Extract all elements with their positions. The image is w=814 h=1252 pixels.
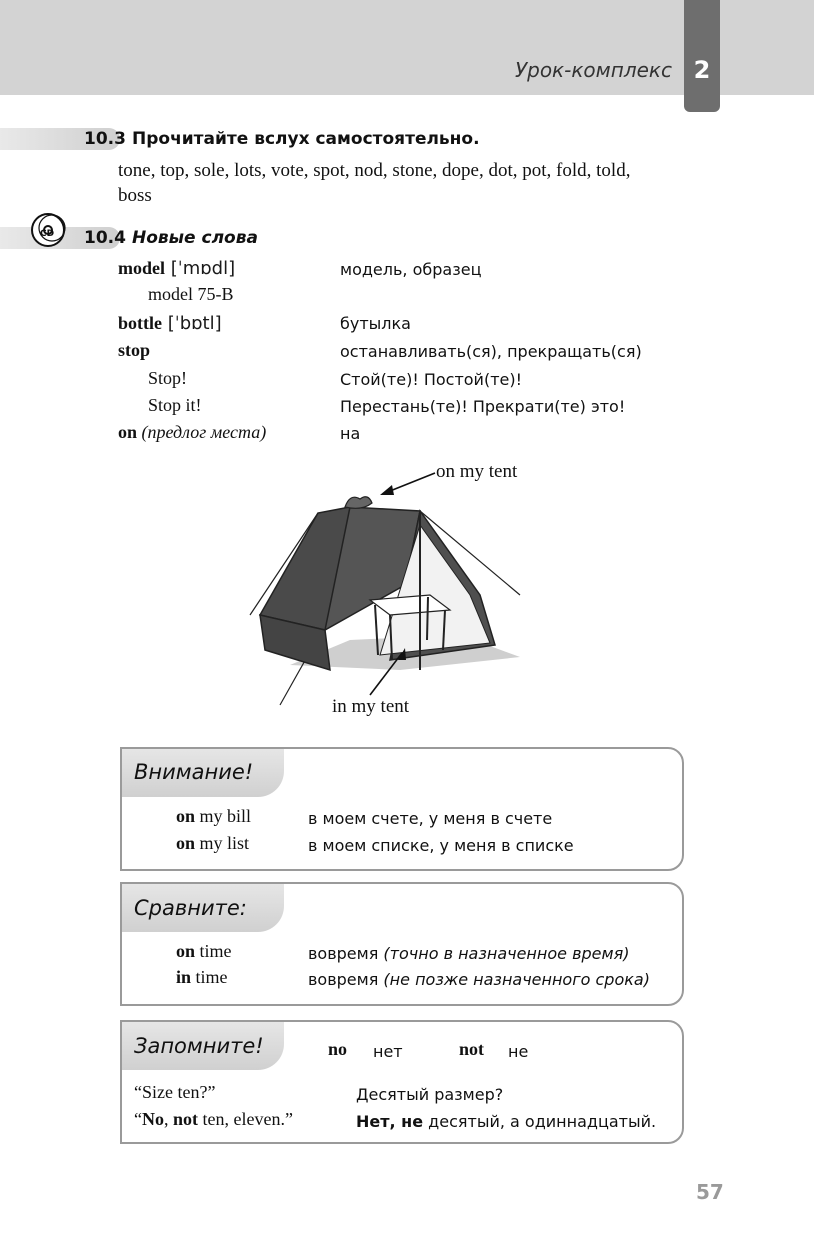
section-number-10-4: 10.4 — [84, 228, 126, 248]
attention-row — [176, 833, 249, 854]
bold-word: on — [176, 941, 196, 961]
phrase-rest: my list — [195, 833, 250, 853]
dialog-question: “Size ten?” — [134, 1082, 216, 1102]
answer-ru-bold: Нет, не — [356, 1112, 424, 1131]
bold-no: No — [142, 1109, 164, 1129]
exercise-words-line-1: tone, top, sole, lots, vote, spot, nod, stone, dope, dot, pot, fold, told, — [118, 160, 631, 181]
vocab-example: model 75-B — [148, 284, 234, 304]
chapter-title: Урок-комплекс — [514, 58, 672, 82]
vocab-row-model — [118, 258, 235, 279]
vocab-translation: на — [340, 424, 361, 443]
bold-word: in — [176, 967, 192, 987]
remember-title: Запомните! — [134, 1034, 264, 1058]
attention-title: Внимание! — [134, 760, 254, 784]
phrase-rest: time — [191, 967, 228, 987]
chapter-number: 2 — [693, 56, 711, 84]
vocab-row-bottle — [118, 313, 222, 334]
compare-row — [176, 967, 228, 988]
answer-rest: ten, eleven.” — [198, 1109, 293, 1129]
section-number-10-3: 10.3 — [84, 129, 126, 149]
translation-note: (не позже назначенного срока) — [378, 970, 650, 989]
label-in-my-tent: in my tent — [332, 696, 410, 717]
vocab-translation: бутылка — [340, 314, 411, 333]
quote-open: “ — [134, 1109, 142, 1129]
cd-disc-icon — [30, 212, 70, 248]
label-on-my-tent: on my tent — [436, 461, 518, 482]
answer-ru-rest: десятый, а одиннадцатый. — [423, 1112, 657, 1131]
bold-word: on — [176, 833, 196, 853]
translation-main: вовремя — [308, 970, 379, 989]
svg-text:CD: CD — [40, 229, 55, 239]
bold-not: not — [173, 1109, 199, 1129]
dialog-question-ru: Десятый размер? — [356, 1085, 504, 1104]
compare-translation — [308, 970, 650, 989]
dialog-answer — [134, 1109, 293, 1130]
phrase-rest: my bill — [195, 806, 252, 826]
comma: , — [164, 1109, 173, 1129]
remember-word-not-ru: не — [508, 1042, 529, 1061]
page-number: 57 — [696, 1180, 724, 1204]
vocab-row-on — [118, 422, 266, 443]
compare-translation — [308, 944, 629, 963]
remember-word-no-ru: нет — [373, 1042, 403, 1061]
compare-title: Сравните: — [134, 896, 247, 920]
vocab-word: stop — [118, 340, 151, 360]
dialog-answer-ru — [356, 1112, 656, 1131]
phrase-rest: time — [195, 941, 232, 961]
translation-note: (точно в назначенное время) — [378, 944, 630, 963]
vocab-word: bottle — [118, 313, 162, 333]
vocab-translation: останавливать(ся), прекращать(ся) — [340, 342, 642, 361]
attention-translation: в моем счете, у меня в счете — [308, 809, 553, 828]
transcription: [ˈmɒdl] — [165, 258, 236, 279]
bold-word: on — [176, 806, 196, 826]
attention-row — [176, 806, 251, 827]
vocab-word: model — [118, 258, 165, 278]
attention-translation: в моем списке, у меня в списке — [308, 836, 574, 855]
remember-word-not: not — [459, 1039, 485, 1059]
vocab-example: Stop! — [148, 368, 188, 388]
remember-word-no: no — [328, 1039, 348, 1059]
section-title-10-4: Новые слова — [132, 228, 258, 248]
exercise-words-line-2: boss — [118, 185, 152, 206]
section-title-10-3: Прочитайте вслух самостоятельно. — [132, 129, 480, 149]
vocab-note: (предлог места) — [137, 422, 267, 442]
tent-illustration — [230, 455, 550, 715]
transcription: [ˈbɒtl] — [162, 313, 222, 334]
compare-row — [176, 941, 232, 962]
vocab-translation: Стой(те)! Постой(те)! — [340, 370, 523, 389]
vocab-word: on — [118, 422, 138, 442]
vocab-translation: модель, образец — [340, 260, 482, 279]
translation-main: вовремя — [308, 944, 379, 963]
vocab-example: Stop it! — [148, 395, 202, 415]
vocab-translation: Перестань(те)! Прекрати(те) это! — [340, 397, 626, 416]
